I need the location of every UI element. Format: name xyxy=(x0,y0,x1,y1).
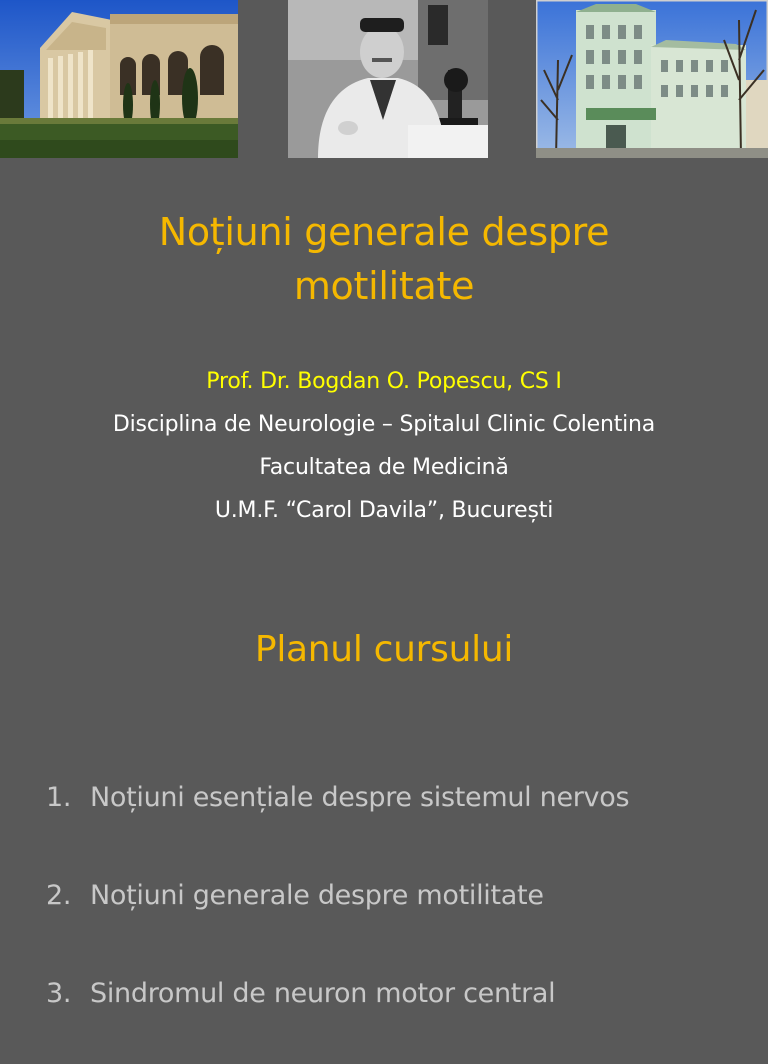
discipline-line: Disciplina de Neurologie – Spitalul Clinic Colentina xyxy=(112,412,656,437)
university-building-photo xyxy=(0,0,238,158)
hospital-building-photo xyxy=(536,0,768,158)
course-plan-list xyxy=(46,770,746,1064)
university-line: U.M.F. “Carol Davila”, București xyxy=(214,498,554,523)
slide-title xyxy=(0,205,768,313)
title-line-2: motilitate xyxy=(293,264,475,308)
list-item-number: 1. xyxy=(46,782,72,813)
list-item-label: Noțiuni esențiale despre sistemul nervos xyxy=(90,782,630,813)
title-line-1: Noțiuni generale despre xyxy=(158,210,610,254)
list-item-number: 3. xyxy=(46,978,72,1009)
list-item-number: 2. xyxy=(46,880,72,911)
list-item xyxy=(46,868,746,966)
list-item xyxy=(46,770,746,868)
faculty-line: Facultatea de Medicină xyxy=(259,455,509,480)
scientist-portrait-photo xyxy=(288,0,488,158)
course-plan-title: Planul cursului xyxy=(254,629,514,670)
list-item-label: Noțiuni generale despre motilitate xyxy=(90,880,544,911)
author-name: Prof. Dr. Bogdan O. Popescu, CS I xyxy=(206,369,562,394)
list-item xyxy=(46,966,746,1064)
list-item-label: Sindromul de neuron motor central xyxy=(90,978,556,1009)
credits-block xyxy=(0,360,768,532)
